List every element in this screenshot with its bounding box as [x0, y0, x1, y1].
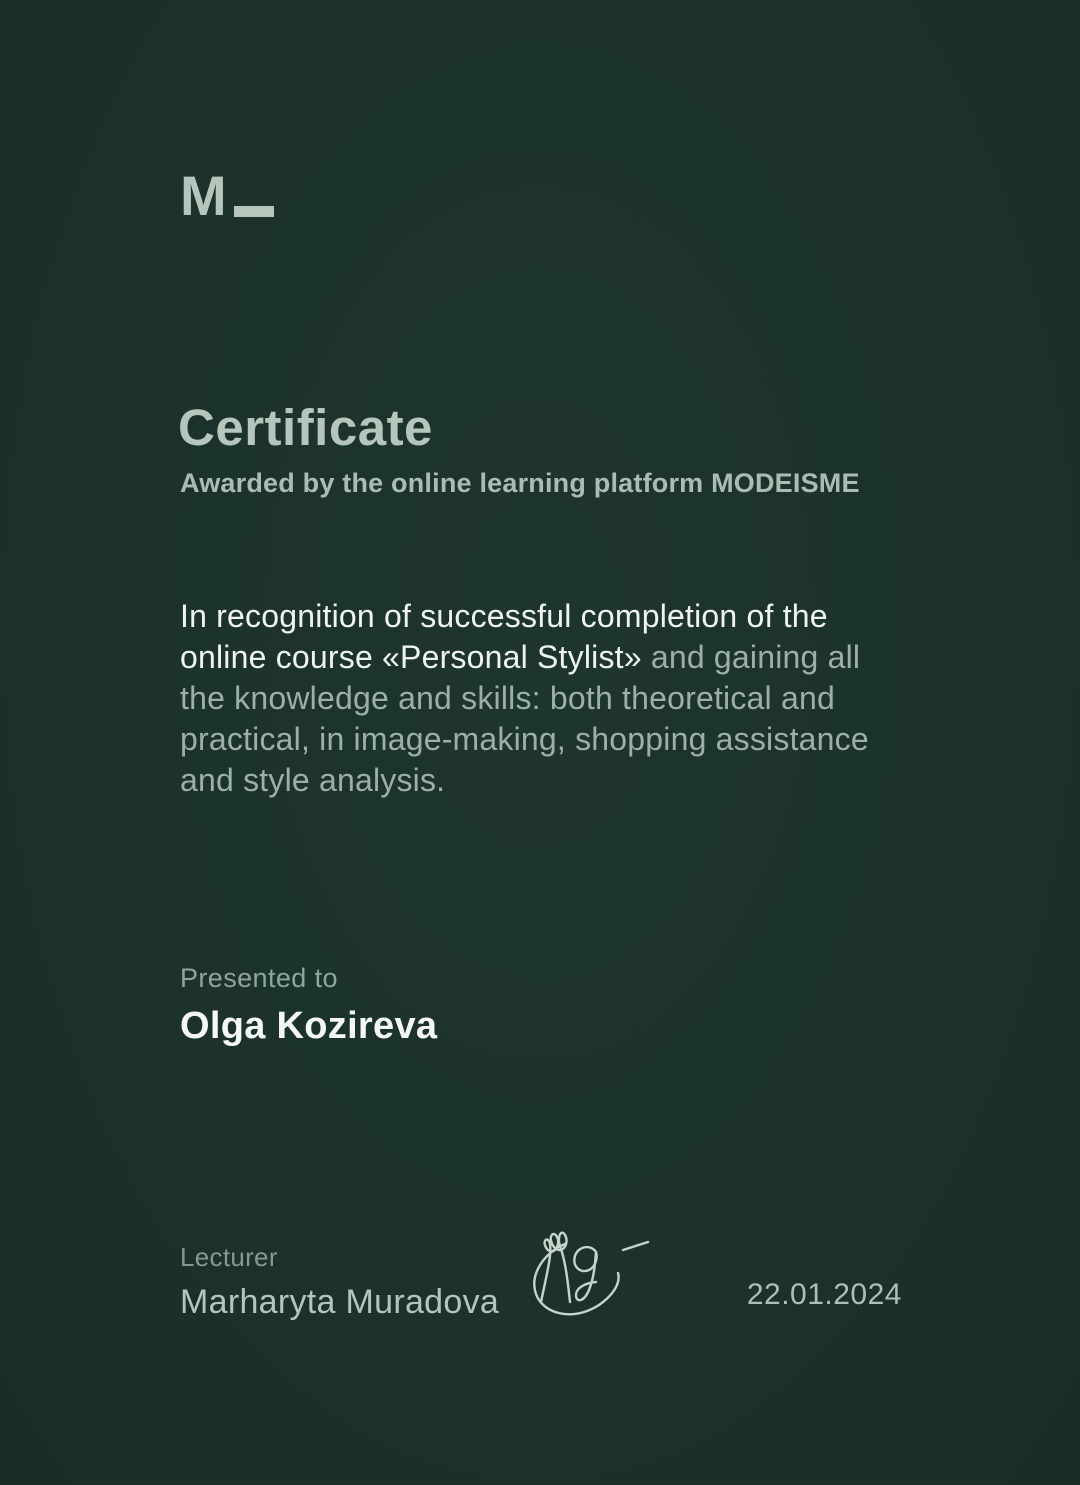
certificate-title: Certificate	[178, 399, 433, 456]
lecturer-name: Marharyta Muradova	[180, 1283, 500, 1321]
presented-to-label: Presented to	[180, 963, 338, 993]
certificate-subtitle: Awarded by the online learning platform MODEISME	[180, 468, 860, 498]
underscore-bar-icon	[234, 206, 274, 217]
recipient-name: Olga Kozireva	[180, 1005, 438, 1047]
signature-icon	[505, 1192, 675, 1332]
recognition-highlight: In recognition of successful completion of the online course «Personal Stylist»	[180, 598, 828, 675]
logo-letter: M	[180, 164, 227, 227]
recognition-paragraph	[180, 596, 870, 801]
modeisme-logo	[180, 164, 274, 227]
issue-date: 22.01.2024	[746, 1278, 902, 1311]
recognition-rest: and gaining all the knowledge and skills: both theoretical and practical, in image-making, shopping assistance and style analysis.	[180, 639, 869, 798]
lecturer-section	[180, 1242, 499, 1322]
lecturer-label: Lecturer	[180, 1242, 278, 1272]
presented-section	[180, 963, 437, 1048]
